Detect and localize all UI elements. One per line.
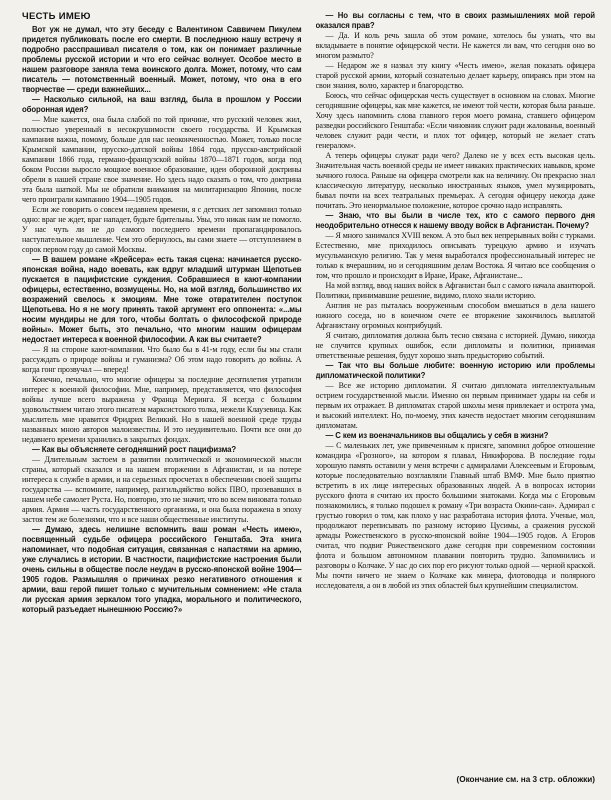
left-paragraph: — В вашем романе «Крейсера» есть такая сцена: начинается русско-японская война, надо воевать, как вдруг младший штурман Щепотьев пускается в пацифистские суждения. Собравшиеся в кают-компании офицеры, естественно, возмущены. Но, на мой взгляд, большинство их возражений свелось к эмоциям. Мне тоже отвратителен поступок Щепотьева. Но я не могу принять такой аргумент его оппонента: «...мы носим мундиры не для того, чтобы болтать о философской природе войны». Может быть, это печально, что многим нашим офицерам недостает интереса к военной философии. А как вы считаете? [22, 255, 302, 344]
right-column [316, 11, 596, 785]
right-paragraph: — Знаю, что вы были в числе тех, кто с самого первого дня неодобрительно отнесся к нашему вводу войск в Афганистан. Почему? [315, 211, 595, 230]
left-paragraph: — Думаю, здесь нелишне вспомнить ваш роман «Честь имею», посвященный судьбе офицера российского Генштаба. Эта книга напоминает, что подобная ситуация, связанная с напастями на армию, уже случались в истории. В частности, пацифистские настроения были очень сильны в обществе после неудач в русско-японской войне 1904—1905 годов. Размышляя о причинах резко негативного отношения к армии, ваш герой пишет только с мучительным сомнением: «Не стала ли русская армия зеркалом того упадка, морального и политического, который разъедает нынешнюю Россию?» [22, 525, 302, 614]
left-paragraph: — Мне кажется, она была слабой по той причине, что русский человек жил, полностью уверенный в несокрушимости своего государства. И Крымская кампания важна, помому, больше для нас неоконченностью. Может, только после Крымской кампании, прусско-датской войны 1864 года, прусско-австрийской кампании 1866 года, германо-французской войны 1870—1871 годов, когда под боком России выросло мощное военное образование, идеи оборонной доктрины обрели в нашей стране свое значение. Но здесь надо сказать о том, что доктрина эта была шаткой. Мы не обратили внимания на милитаризацию Японии, после чего проиграли кампанию 1904—1905 годов. [22, 115, 302, 204]
left-paragraph: Вот уж не думал, что эту беседу с Валентином Саввичем Пикулем придется публиковать после его смерти. В последнюю нашу встречу я подробно расспрашивал писателя о том, как он понимает различные проблемы русской истории и что его сейчас волнует. Особое место в нашем разговоре заняла тема воинского долга. Может, потому, что сам писатель — потомственный военный. Может, потому, что она в его творчестве — среди важнейших... [22, 25, 302, 94]
right-paragraph: — Все же историю дипломатии. Я считаю дипломата интеллектуальным острием государственной мысли. Именно он первым принимает удары на себя и первым их отражает. В дипломатах старой школы меня привлекает и острота ума, и высокий интеллект. Но, по-моему, этих качеств недостает многим сегодняшним дипломатам. [315, 381, 595, 430]
left-paragraph: — Я на стороне кают-компании. Что было бы в 41-м году, если бы мы стали рассуждать о природе войны и гуманизма? Об этом надо говорить до войны. А когда гонг прозвучал — вперед! [22, 345, 302, 374]
left-paragraph: — Длительным застоем в развитии политической и экономической мысли страны, который сказался и на нашем вторжении в Афганистан, и на потере интереса к службе в армии, и на серьезных просчетах в обеспечении своей защиты государства — вспомните, например, разгильдяйство войск ПВО, прозевавших в нашем небе самолет Руста. Но, повторю, это не значит, что во всем виновата только армия. Армия — часть государственного организма, и она была поражена в эпоху застоя тем же болезнями, что и все наши общественные институты. [22, 455, 302, 524]
right-paragraph: А теперь офицеры служат ради чего? Далеко не у всех есть высокая цель. Значительная часть военной среды не имеет никаких практических навыков, кроме зычного голоса. Раньше на офицера смотрели как на величину. Он прекрасно знал классическую литературу, несколько иностранных языков, умел музицировать, бывал почти на всех театральных премьерах. А сегодня офицеру некогда даже почитать. Это ненормальное положение, которое срочно надо исправлять. [315, 151, 595, 210]
right-paragraph: — Недаром же я назвал эту книгу «Честь имею», желая показать офицера старой русской армии, который сознательно делает карьеру, опираясь при этом на свои знания, волю, характер и благородство. [315, 61, 595, 90]
right-paragraph: — Но вы согласны с тем, что в своих размышлениях мой герой оказался прав? [315, 11, 595, 30]
right-paragraph: На мой взгляд, ввод наших войск в Афганистан был с самого начала авантюрой. Политики, принимавшие решение, видимо, плохо знали историю. [315, 281, 595, 300]
continuation-note: (Окончание см. на 3 стр. обложки) [456, 775, 595, 784]
right-paragraph: — Я много занимался XVIII веком. А это был век непрерывных войн с турками. Естественно, мне приходилось описывать турецкую армию и изучать мусульманскую религию. Так у меня выработался профессиональный интерес не только к вчерашним, но и сегодняшним делам Востока. Я читаю все сообщения о том, что прошло и происходит в Иране, Ираке, Афганистане... [315, 231, 595, 280]
right-paragraph: Англия не раз пыталась вооруженным способом вмешаться в дела нашего южного соседа, но в конечном счете ее вторжение закончилось выплатой Афганистану огромных контрибуций. [315, 301, 595, 330]
left-column [22, 11, 302, 785]
right-paragraph: — Да. И коль речь зашла об этом романе, хотелось бы узнать, что вы вкладываете в понятие офицерской чести. Не кажется ли вам, что сегодня оно во многом размыто? [315, 31, 595, 60]
left-paragraph: Конечно, печально, что многие офицеры за последние десятилетия утратили интерес к военной философии. Мне, например, представляется, что философия войны лучше всего выражена у Франца Меринга. Я всегда с большим удовольствием читаю этого писателя марксистского толка, нежели Клаузевица. Как мыслитель мне нравится Фридрих Великий. Но в нашей военной среде труды названных мною авторов малоизвестны. И это неудивительно. Почти все они до недавнего времени хранились в закрытых фондах. [22, 375, 302, 444]
right-paragraph: Боюсь, что сейчас офицерская честь существует в основном на словах. Многие сегодняшние офицеры, как мне кажется, не имеют той чести, которая была раньше. Хочу здесь напомнить слова главного героя моего романа, ставшего офицером разведки российского Генштаба: «Если чиновник служит ради жалованья, военный человек служит ради чести, и плох тот офицер, который не желает стать генералом». [315, 91, 595, 150]
right-paragraph: — С маленьких лет, уже привеченным к присяге, запомнил доброе отношение командира «Грозного», на котором я плавал, Никифорова. В последние годы хорошую память оставили у меня встречи с адмиралами Алексеевым и Егоровым, которые последовательно возглавляли Главный штаб ВМФ. Мне было приятно встретить в их лице интересных образованных людей. А в вопросах истории русского флота я считаю их просто большими знатоками. Когда мы с Егоровым познакомились, я только подошел к роману «Три возраста Окини-сан». Адмирал с грустью говорил о том, как плохо у нас разработана история флота. Ученые, мол, продолжают переписывать по разному историю Цусимы, а сражения русской армады Рожественского в русско-японской войне 1904—1905 годов. А Егоров считал, что подвиг Рожественского даже сегодня при современном состоянии флота и большом автономном плавании повторить трудно. Запомнились и разговоры о Колчаке. У нас до сих пор его рисуют только одной — черной краской. Мы почти ничего не знаем о Колчаке как минера, флотоводца и полярного исследователя, а он в любой из этих областей был крупнейшим специалистом. [315, 441, 595, 590]
right-paragraph: Я считаю, дипломатия должна быть тесно связана с историей. Думаю, никогда не случится крупных ошибок, если дипломаты и политики, принимая ответственные решения, будут хорошо знать предысторию событий. [315, 331, 595, 360]
right-paragraph: — Так что вы больше любите: военную историю или проблемы дипломатической политики? [315, 361, 595, 380]
left-paragraph: Если же говорить о совсем недавнем времени, я с детских лет запомнил только одно: враг не ждет, враг нападет, будьте бдительны. Увы, это никак нам не помогло. У нас чуть ли не до самого последнего времени пропагандировалось наступательное мышление. Чем это обернулось, вы сами знаете — отступлением в сорок первом году до самой Москвы. [22, 205, 302, 254]
left-paragraph: — Насколько сильной, на ваш взгляд, была в прошлом у России оборонная идея? [22, 95, 302, 114]
right-paragraph: — С кем из военачальников вы общались у себя в жизни? [325, 431, 549, 440]
article-title: ЧЕСТЬ ИМЕЮ [22, 11, 91, 22]
left-paragraph: — Как вы объясняете сегодняшний рост пацифизма? [32, 445, 237, 454]
